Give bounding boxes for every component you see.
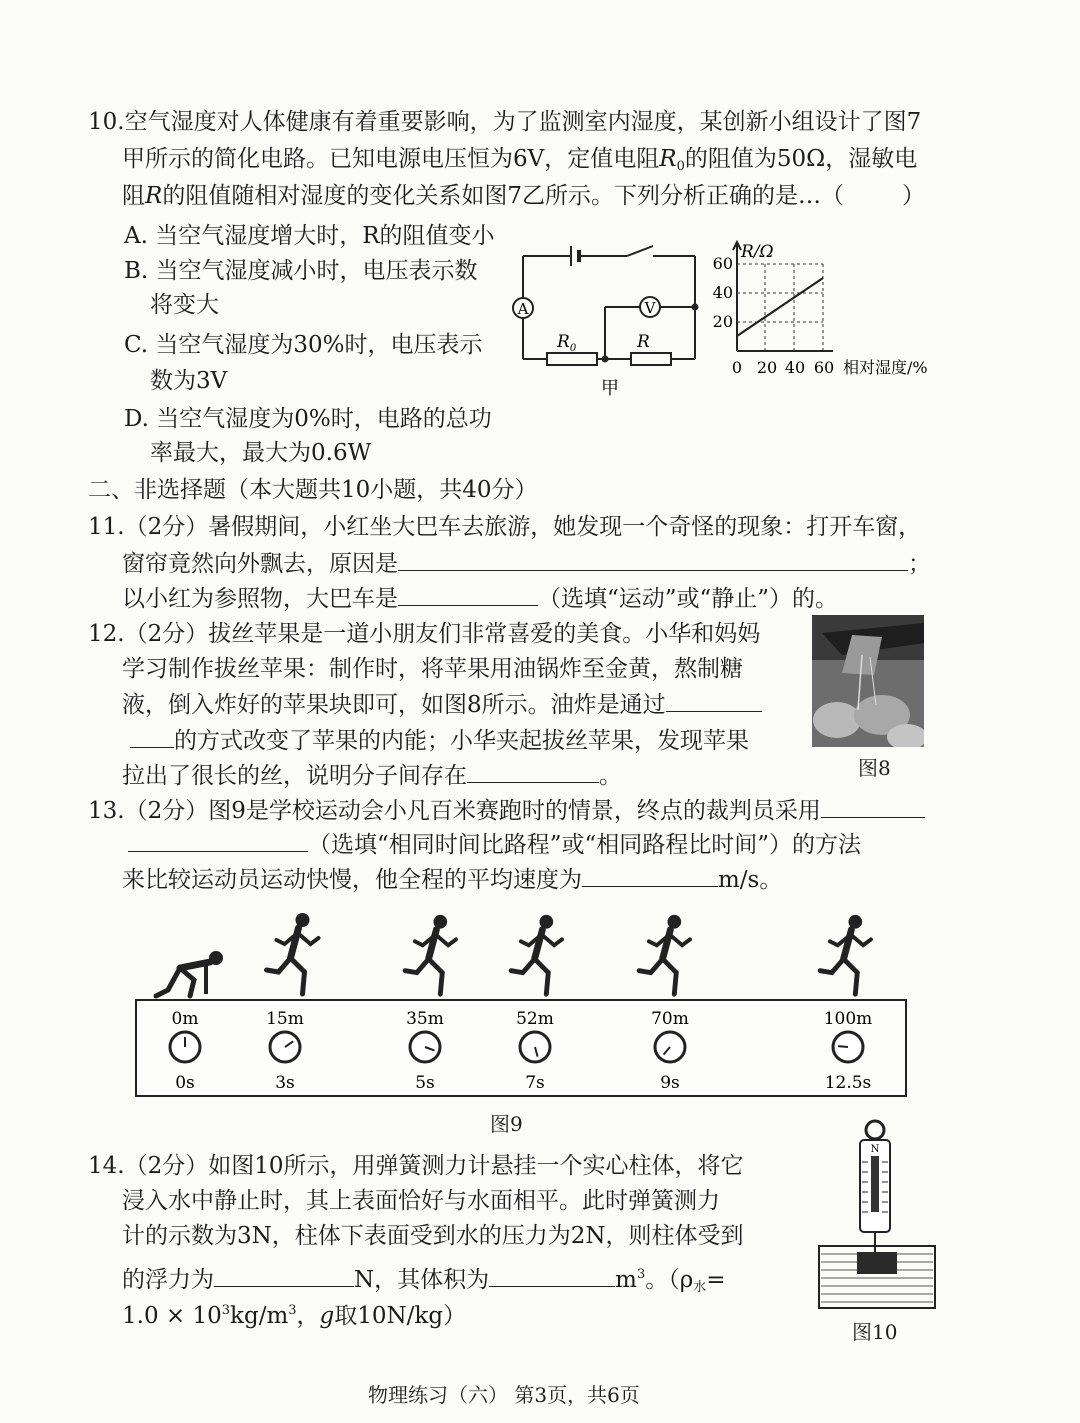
time-label: 5s xyxy=(415,1073,435,1093)
ammeter-symbol: A xyxy=(517,300,529,318)
q12-line3: 液，倒入炸好的苹果块即可，如图8所示。油炸是通过 xyxy=(122,689,762,720)
q14-line3: 计的示数为3N，柱体下表面受到水的压力为2N，则柱体受到 xyxy=(122,1223,744,1249)
distance-label: 100m xyxy=(823,1009,873,1029)
q10-option-c-cont: 数为3V xyxy=(150,368,228,394)
section2-title: 二、非选择题（本大题共10小题，共40分） xyxy=(88,477,538,503)
q14-line4: 的浮力为 N，其体积为 $m^3$。（$\rho_水=$ xyxy=(122,1260,726,1303)
distance-label: 52m xyxy=(516,1009,554,1029)
r-label: R xyxy=(637,332,650,352)
x-tick: 60 xyxy=(813,358,835,377)
q14-blank2[interactable] xyxy=(489,1264,615,1287)
q12-line4: 的方式改变了苹果的内能；小华夹起拔丝苹果，发现苹果 xyxy=(130,725,749,756)
q14-line1: 14.（2分）如图10所示，用弹簧测力计悬挂一个实心柱体，将它 xyxy=(88,1153,744,1179)
runner-figure xyxy=(639,915,690,994)
distance-label: 0m xyxy=(171,1009,199,1029)
fig8-caption: 图8 xyxy=(858,756,891,780)
junction-dot xyxy=(602,356,609,363)
r0-label: $R_0$ xyxy=(557,332,577,354)
q12-blank1-cont[interactable] xyxy=(130,725,174,748)
q14-line2: 浸入水中静止时，其上表面恰好与水面相平。此时弹簧测力 xyxy=(122,1188,720,1214)
spring-scale-figure xyxy=(815,1118,940,1316)
graph-x-label: 相对湿度/% xyxy=(843,358,928,377)
scale-unit: N xyxy=(870,1144,880,1155)
time-label: 3s xyxy=(275,1073,295,1093)
apple-photo xyxy=(812,615,924,747)
runner-figure xyxy=(156,951,223,996)
q10-option-d: D. 当空气湿度为0%时，电路的总功 xyxy=(124,406,492,432)
voltmeter-symbol: V xyxy=(644,299,656,317)
q13-blank1[interactable] xyxy=(821,795,925,818)
q11-line3: 以小红为参照物，大巴车是 （选填“运动”或“静止”）的。 xyxy=(122,583,838,614)
circuit-caption: 甲 xyxy=(601,378,619,399)
q11-blank2[interactable] xyxy=(398,583,538,606)
q12-blank1[interactable] xyxy=(666,689,762,712)
q13-line3: 来比较运动员运动快慢，他全程的平均速度为 m/s。 xyxy=(122,864,782,895)
x-tick: 40 xyxy=(784,358,806,377)
q14-blank1[interactable] xyxy=(214,1264,354,1287)
q10-line2: 甲所示的简化电路。已知电源电压恒为6V，定值电阻$R_0$的阻值为50Ω，湿敏电 xyxy=(122,146,918,174)
q12-line2: 学习制作拔丝苹果：制作时，将苹果用油锅炸至金黄，熬制糖 xyxy=(122,656,743,682)
distance-label: 15m xyxy=(266,1009,304,1029)
q13-blank2[interactable] xyxy=(582,864,718,887)
y-tick: 60 xyxy=(712,254,733,273)
humidity-resistance-graph xyxy=(705,236,955,381)
x-tick: 20 xyxy=(756,358,778,377)
fig9-caption: 图9 xyxy=(490,1112,523,1136)
distance-label: 35m xyxy=(406,1009,444,1029)
q11-line2: 窗帘竟然向外飘去，原因是 ； xyxy=(122,548,931,579)
runner-figure xyxy=(267,913,319,994)
time-label: 0s xyxy=(175,1073,195,1093)
q10-option-c: C. 当空气湿度为30%时，电压表示 xyxy=(124,332,483,358)
fig10-caption: 图10 xyxy=(852,1320,898,1344)
q10-option-a: A. 当空气湿度增大时，R的阻值变小 xyxy=(124,223,495,249)
q13-blank1-cont[interactable] xyxy=(128,829,308,852)
q13-line1: 13.（2分）图9是学校运动会小凡百米赛跑时的情景，终点的裁判员采用 xyxy=(88,795,925,826)
time-label: 9s xyxy=(660,1073,680,1093)
distance-label: 70m xyxy=(651,1009,689,1029)
q12-line1: 12.（2分）拔丝苹果是一道小朋友们非常喜爱的美食。小华和妈妈 xyxy=(88,621,761,647)
time-label: 12.5s xyxy=(824,1073,872,1093)
q10-option-b-cont: 将变大 xyxy=(150,292,219,318)
q14-line5: $1.0 \times 10^3kg/m^3$，g取10N/kg） xyxy=(122,1303,467,1329)
q12-line5: 拉出了很长的丝，说明分子间存在 。 xyxy=(122,760,622,791)
q11-line1: 11.（2分）暑假期间，小红坐大巴车去旅游，她发现一个奇怪的现象：打开车窗， xyxy=(88,514,922,540)
q13-line2: （选填“相同时间比路程”或“相同路程比时间”）的方法 xyxy=(128,829,861,860)
stopwatch-hand xyxy=(838,1046,848,1047)
q10-line1: 10.空气湿度对人体健康有着重要影响，为了监测室内湿度，某创新小组设计了图7 xyxy=(88,109,922,135)
runner-figure xyxy=(820,915,871,994)
time-label: 7s xyxy=(525,1073,545,1093)
q10-option-d-cont: 率最大，最大为0.6W xyxy=(150,440,372,466)
graph-y-label: R/Ω xyxy=(741,242,774,262)
runner-figure xyxy=(511,915,562,994)
runner-figure xyxy=(405,915,456,994)
y-tick: 20 xyxy=(712,312,733,331)
q10-option-b: B. 当空气湿度减小时，电压表示数 xyxy=(124,258,478,284)
q12-blank2[interactable] xyxy=(467,760,599,783)
circuit-diagram xyxy=(505,234,705,404)
q11-blank1[interactable] xyxy=(398,548,908,571)
page-footer: 物理练习（六） 第3页，共6页 xyxy=(368,1383,640,1407)
q10-line3: 阻R的阻值随相对湿度的变化关系如图7乙所示。下列分析正确的是…（ ） xyxy=(122,183,925,209)
race-figure xyxy=(130,912,910,1102)
junction-dot xyxy=(692,304,699,311)
y-tick: 40 xyxy=(712,283,733,302)
x-tick: 0 xyxy=(731,358,743,377)
